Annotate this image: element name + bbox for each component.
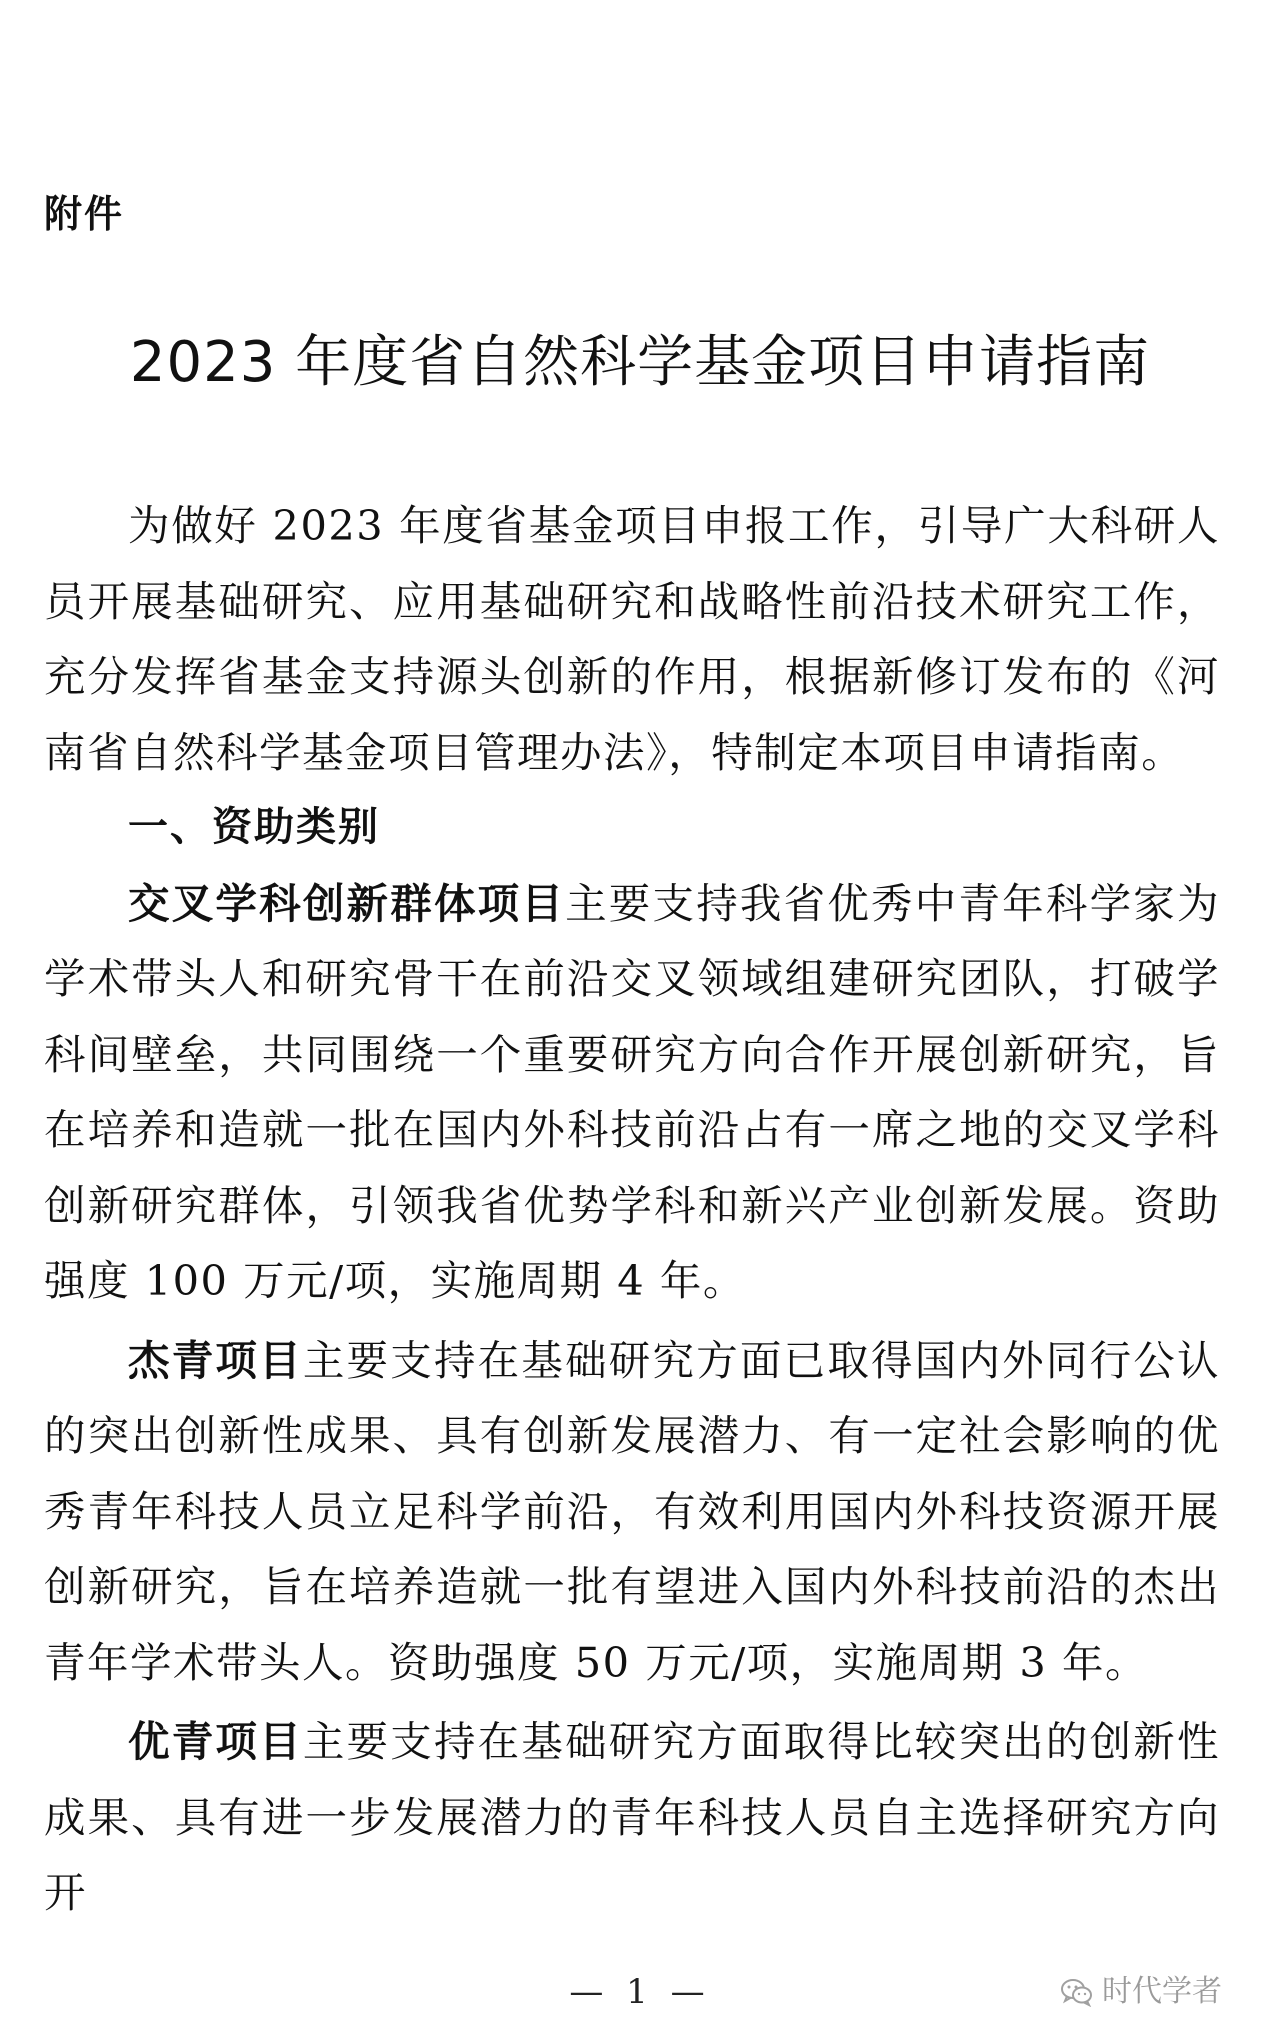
category-paragraph	[44, 866, 1220, 1319]
category-text: 主要支持我省优秀中青年科学家为学术带头人和研究骨干在前沿交叉领域组建研究团队，打破学科间壁垒，共同围绕一个重要研究方向合作开展创新研究，旨在培养和造就一批在国内外科技前沿占有一席之地的交叉学科创新研究群体，引领我省优势学科和新兴产业创新发展。资助强度 100 万元/项，实施周期 4 年。	[44, 878, 1220, 1305]
section-heading: 一、资助类别	[128, 804, 380, 850]
intro-paragraph: 为做好 2023 年度省基金项目申报工作，引导广大科研人员开展基础研究、应用基础研究和战略性前沿技术研究工作，充分发挥省基金支持源头创新的作用，根据新修订发布的《河南省自然科学基金项目管理办法》，特制定本项目申请指南。	[44, 501, 1220, 777]
watermark	[1060, 1972, 1222, 2012]
category-paragraph	[44, 1704, 1220, 1931]
category-name: 交叉学科创新群体项目	[128, 878, 566, 928]
document-title: 2023 年度省自然科学基金项目申请指南	[129, 330, 1151, 395]
document-body	[44, 488, 1220, 1931]
category-text: 主要支持在基础研究方面取得比较突出的创新性成果、具有进一步发展潜力的青年科技人员自主选择研究方向开	[44, 1717, 1220, 1917]
attachment-label: 附件	[44, 192, 125, 236]
category-paragraph	[44, 1323, 1220, 1701]
page-number: — 1 —	[569, 1972, 711, 2012]
category-name: 优青项目	[128, 1717, 303, 1766]
category-name: 杰青项目	[128, 1335, 303, 1385]
wechat-icon	[1060, 1977, 1094, 2007]
category-text: 主要支持在基础研究方面已取得国内外同行公认的突出创新性成果、具有创新发展潜力、有一定社会影响的优秀青年科技人员立足科学前沿，有效利用国内外科技资源开展创新研究，旨在培养造就一批有望进入国内外科技前沿的杰出青年学术带头人。资助强度 50 万元/项，实施周期 3 年。	[44, 1335, 1220, 1687]
watermark-text: 时代学者	[1102, 1974, 1222, 2009]
